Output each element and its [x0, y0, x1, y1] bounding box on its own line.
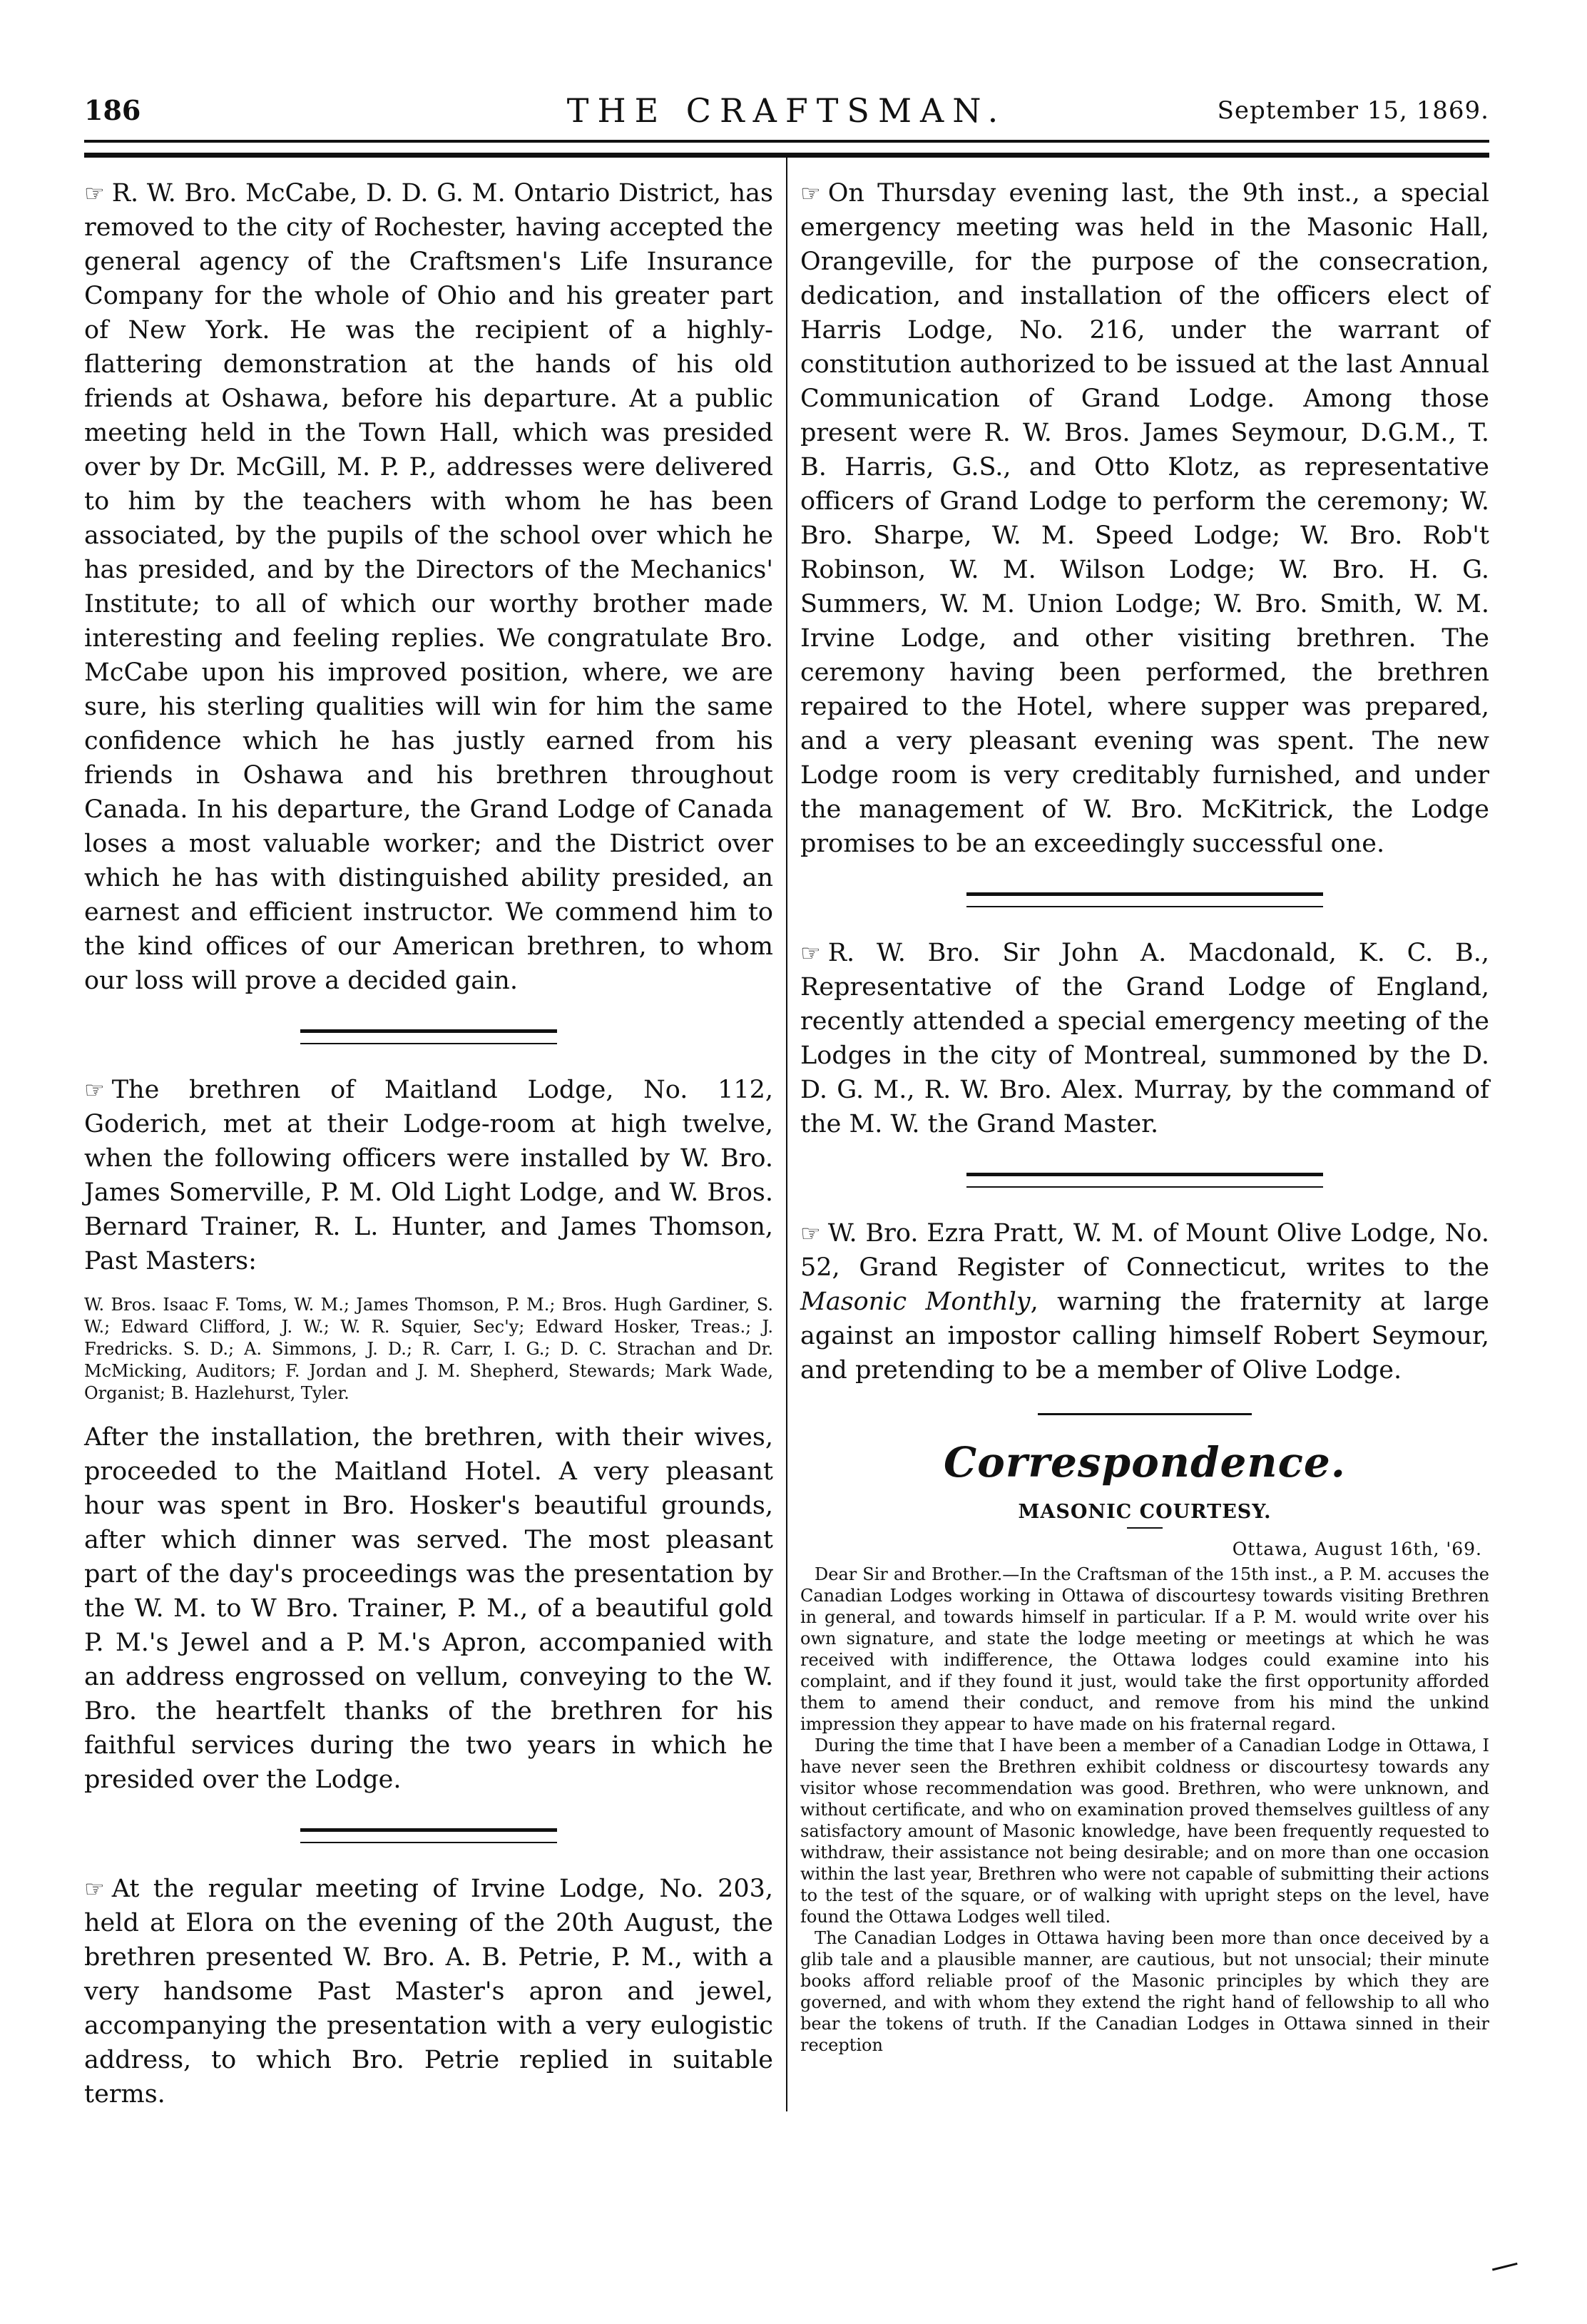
pointing-hand-icon: ☞ — [800, 180, 821, 207]
article-macdonald-text: R. W. Bro. Sir John A. Macdonald, K. C. B., Representative of the Grand Lodge of England, recently attended a special emergency meeting of the Lodges in the city of Montreal, summoned by the D. D. G. M., R. W. Bro. Alex. Murray, by the command of the M. W. the Grand Master. — [800, 939, 1489, 1138]
header-rule — [84, 140, 1489, 158]
pointing-hand-icon: ☞ — [84, 1076, 105, 1104]
article-separator — [300, 1029, 557, 1044]
article-orangeville — [800, 176, 1489, 861]
print-mark — [1492, 2263, 1519, 2278]
section-heading-correspondence: Correspondence. — [944, 1438, 1346, 1487]
page-number: 186 — [84, 94, 141, 126]
article-irvine — [84, 1872, 773, 2111]
article-pratt-publication: Masonic Monthly — [800, 1288, 1031, 1316]
article-separator — [966, 892, 1323, 907]
two-column-layout — [84, 158, 1489, 2111]
letter-paragraph-2: During the time that I have been a member of a Canadian Lodge in Ottawa, I have never seen the Brethren exhibit coldness or discourtesy towards any visitor whose recommendation was good. Brethren, who were unknown, and without certificate, and who on examination proved themselves guiltless of any satisfactory amount of Masonic knowledge, have been frequently requested to withdraw, their assistance not being desirable; and on more than one occasion within the last year, Brethren who were not capable of submitting their actions to the test of the square, or of walking with upright steps on the level, have found the Ottawa Lodges well tiled. — [800, 1736, 1489, 1927]
left-column — [84, 158, 786, 2111]
article-maitland-text: The brethren of Maitland Lodge, No. 112, Goderich, met at their Lodge-room at high twelve, when the following officers were installed by W. Bro. James Somerville, P. M. Old Light Lodge, and W. Bros. Bernard Trainer, R. L. Hunter, and James Thomson, Past Masters: — [84, 1076, 773, 1275]
pointing-hand-icon: ☞ — [800, 1220, 821, 1247]
article-macdonald — [800, 936, 1489, 1141]
article-maitland — [84, 1073, 773, 1278]
article-separator — [966, 1173, 1323, 1188]
article-separator — [300, 1828, 557, 1843]
article-maitland-continued: After the installation, the brethren, with their wives, proceeded to the Maitland Hotel. A very pleasant hour was spent in Bro. Hosker's beautiful grounds, after which dinner was served. The most pleasant part of the day's proceedings was the presentation by the W. M. to W Bro. Trainer, P. M., of a beautiful gold P. M.'s Jewel and a P. M.'s Apron, accompanied with an address engrossed on vellum, conveying to the W. Bro. the heartfelt thanks of the brethren for his faithful services during the two years in which he presided over the Lodge. — [84, 1423, 773, 1794]
title-dash — [1127, 1527, 1163, 1529]
article-orangeville-text: On Thursday evening last, the 9th inst., a special emergency meeting was held in the Masonic Hall, Orangeville, for the purpose of the consecration, dedication, and installation of the officers elect of Harris Lodge, No. 216, under the warrant of constitution authorized to be issued at the last Annual Communication of Grand Lodge. Among those present were R. W. Bros. James Seymour, D.G.M., T. B. Harris, G.S., and Otto Klotz, as representative officers of Grand Lodge to perform the ceremony; W. Bro. Sharpe, W. M. Speed Lodge; W. Bro. Rob't Robinson, W. M. Wilson Lodge; W. Bro. H. G. Summers, W. M. Union Lodge; W. Bro. Smith, W. M. Irvine Lodge, and other visiting brethren. The ceremony having been performed, the brethren repaired to the Hotel, where supper was prepared, and a very pleasant evening was spent. The new Lodge room is very creditably furnished, and under the management of W. Bro. McKitrick, the Lodge promises to be an exceedingly successful one. — [800, 179, 1489, 858]
letter-paragraph-1: Dear Sir and Brother.—In the Craftsman of the 15th inst., a P. M. accuses the Canadian Lodges working in Ottawa of discourtesy towards visiting Brethren in general, and towards himself in particular. If a P. M. would write over his own signature, and state the lodge meeting or meetings at which he was received with indifference, the Ottawa lodges could examine into his complaint, and if they found it just, would take the first opportunity afforded them to amend their conduct, and remove from his mind the unkind impression they appear to have made on his fraternal regard. — [800, 1564, 1489, 1734]
pointing-hand-icon: ☞ — [84, 180, 105, 207]
letter-dateline: Ottawa, August 16th, '69. — [1232, 1539, 1482, 1559]
article-pratt-text-b: , warning the fraternity at large against an impostor calling himself Robert Seymour, and pretending to be a member of Olive Lodge. — [800, 1288, 1489, 1385]
officers-list: W. Bros. Isaac F. Toms, W. M.; James Thomson, P. M.; Bros. Hugh Gardiner, S. W.; Edward Clifford, J. W.; W. R. Squier, Sec'y; Edward Hosker, Treas.; J. Fredricks. S. D.; A. Simmons, J. D.; R. Carr, I. G.; D. C. Strachan and Dr. McMicking, Auditors; F. Jordan and J. M. Shepherd, Stewards; Mark Wade, Organist; B. Hazlehurst, Tyler. — [84, 1295, 773, 1403]
article-mccabe — [84, 176, 773, 998]
article-irvine-text: At the regular meeting of Irvine Lodge, No. 203, held at Elora on the evening of the 20th August, the brethren presented W. Bro. A. B. Petrie, P. M., with a very handsome Past Master's apron and jewel, accompanying the presentation with a very eulogistic address, to which Bro. Petrie replied in suitable terms. — [84, 1875, 773, 2109]
section-separator — [1038, 1413, 1252, 1415]
article-mccabe-text: R. W. Bro. McCabe, D. D. G. M. Ontario District, has removed to the city of Rochester, having accepted the general agency of the Craftsmen's Life Insurance Company for the whole of Ohio and his greater part of New York. He was the recipient of a highly-flattering demonstration at the hands of his old friends at Oshawa, before his departure. At a public meeting held in the Town Hall, which was presided over by Dr. McGill, M. P. P., addresses were delivered to him by the teachers with whom he has been associated, by the pupils of the school over which he has presided, and by the Directors of the Mechanics' Institute; to all of which our worthy brother made interesting and feeling replies. We congratulate Bro. McCabe upon his improved position, where, we are sure, his sterling qualities will win for him the same confidence which he has justly earned from his friends in Oshawa and his brethren throughout Canada. In his departure, the Grand Lodge of Canada loses a most valuable worker; and the District over which he has with distinguished ability presided, an earnest and efficient instructor. We commend him to the kind offices of our American brethren, to whom our loss will prove a decided gain. — [84, 179, 773, 995]
page-header — [84, 84, 1489, 137]
letter-title: MASONIC COURTESY. — [1018, 1501, 1272, 1523]
letter-paragraph-3: The Canadian Lodges in Ottawa having been more than once deceived by a glib tale and a plausible manner, are cautious, but not unsocial; their minute books afford reliable proof of the Masonic principles by which they are governed, and with whom they extend the right hand of fellowship to all who bear the tokens of truth. If the Canadian Lodges in Ottawa sinned in their reception — [800, 1928, 1489, 2055]
pointing-hand-icon: ☞ — [84, 1875, 105, 1902]
article-pratt — [800, 1216, 1489, 1387]
masthead-title: THE CRAFTSMAN. — [566, 91, 1007, 130]
newspaper-page — [84, 84, 1489, 2111]
issue-date: September 15, 1869. — [1217, 96, 1489, 125]
pointing-hand-icon: ☞ — [800, 939, 821, 967]
article-pratt-text-a: W. Bro. Ezra Pratt, W. M. of Mount Olive Lodge, No. 52, Grand Register of Connecticut, writes to the — [800, 1219, 1489, 1282]
right-column — [787, 158, 1489, 2111]
